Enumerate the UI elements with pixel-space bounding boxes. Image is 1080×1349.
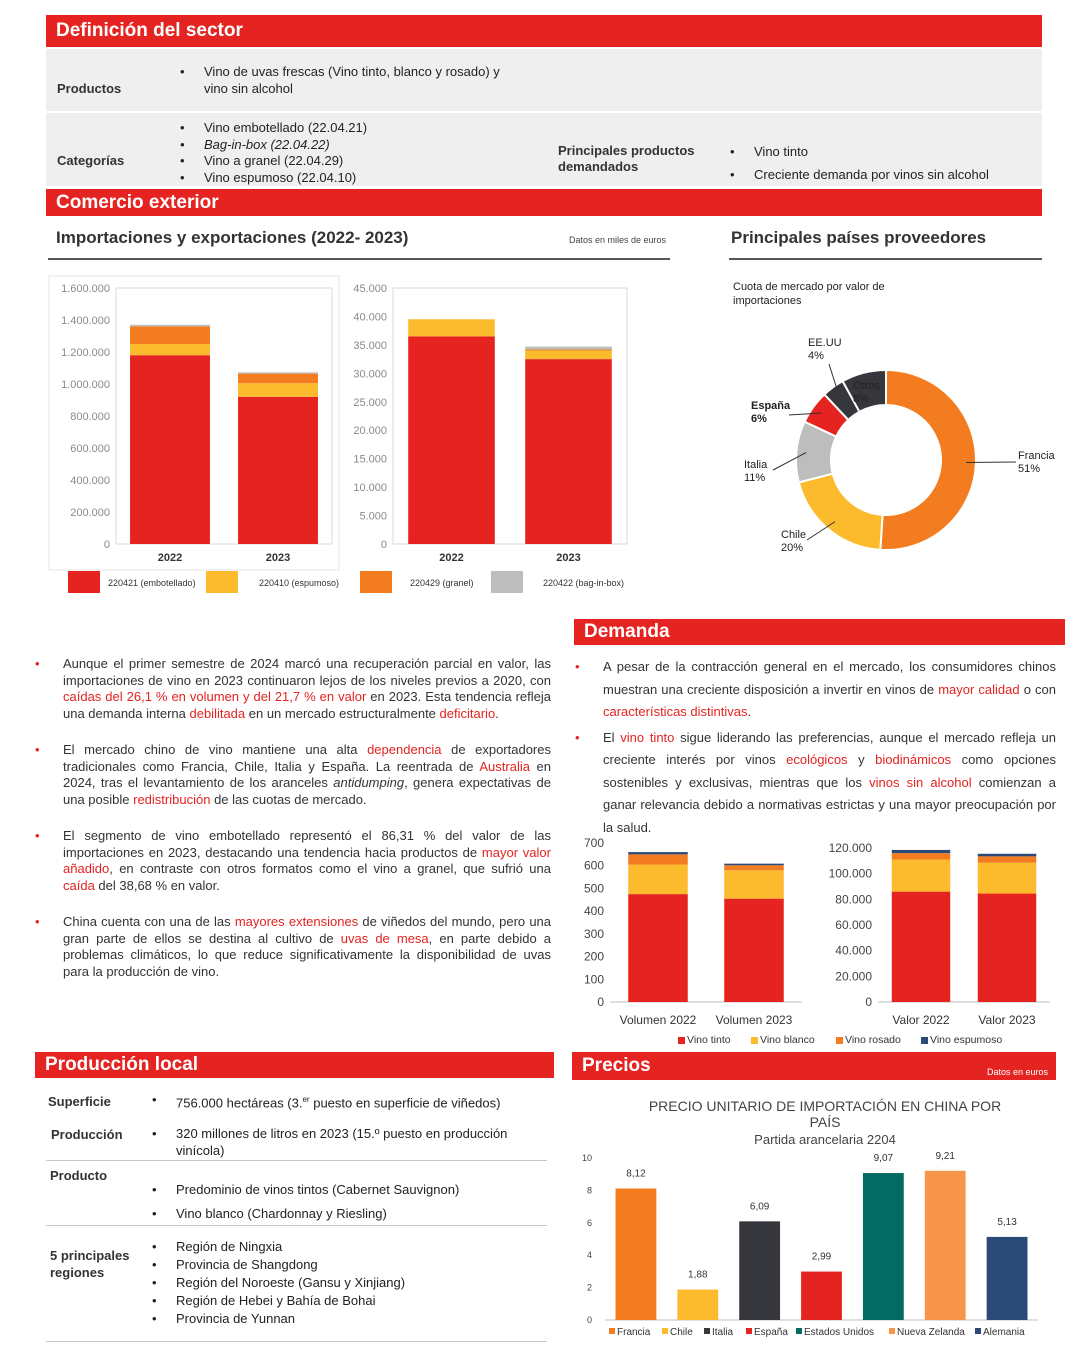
- paragraph: • Aunque el primer semestre de 2024 marcó una recuperación parcial en valor, las importaciones de vino en 2023 continuaron lejos de los niveles previos a 2020, con caídas del 26,1 % en volumen y del 21,7 % en valor en 2023. Esta tendencia refleja una demanda interna debilitada en un mercado estructuralmente deficitario.: [35, 656, 551, 722]
- y-tick-label: 100: [583, 972, 604, 987]
- bar-segment: [238, 397, 318, 544]
- slice-label: Italia: [744, 459, 768, 471]
- proveedores-title: Principales países proveedores: [731, 228, 987, 247]
- y-tick-label: 20.000: [835, 969, 872, 984]
- x-tick-label: 2022: [157, 552, 183, 564]
- y-tick-label: 200: [583, 949, 604, 964]
- y-tick-label: 1.000.000: [61, 379, 110, 391]
- categorias-list: [176, 120, 367, 186]
- produccion-value: • 320 millones de litros en 2023 (15.º puesto en producción vinícola): [148, 1126, 507, 1159]
- produccion-divider-1: [46, 1160, 547, 1161]
- data-label: 8,12: [626, 1168, 646, 1180]
- legend-label: 220422 (bag-in-box): [543, 578, 625, 588]
- bar-segment: [978, 894, 1036, 1002]
- chart-title-line2: PAÍS: [809, 1114, 841, 1130]
- bar-segment: [525, 347, 612, 350]
- producto-list: [148, 1178, 459, 1226]
- legend-label: Vino rosado: [845, 1034, 901, 1046]
- bar-segment: [892, 853, 950, 859]
- legend-label: 220410 (espumoso): [259, 578, 340, 588]
- producto-label: Producto: [50, 1168, 108, 1183]
- bar-segment: [724, 864, 784, 866]
- y-tick-label: 8: [586, 1185, 592, 1196]
- price-bar: [801, 1272, 842, 1320]
- bar-segment: [408, 319, 495, 336]
- x-tick-label: Valor 2023: [978, 1013, 1036, 1027]
- y-tick-label: 800.000: [70, 411, 110, 423]
- legend-swatch: [796, 1328, 802, 1334]
- y-tick-label: 35.000: [353, 339, 387, 352]
- y-tick-label: 40.000: [835, 943, 872, 958]
- legend-swatch: [746, 1328, 752, 1334]
- data-label: 6,09: [749, 1201, 770, 1213]
- bar-segment: [130, 326, 210, 344]
- bar-segment: [628, 854, 688, 864]
- list-item: • Región de Ningxia: [148, 1238, 405, 1256]
- legend-swatch: [360, 571, 392, 593]
- donut-slice: [880, 370, 976, 550]
- price-bar: [925, 1171, 966, 1320]
- list-item: • Región del Noroeste (Gansu y Xinjiang): [148, 1274, 405, 1292]
- chart-subtitle: Partida arancelaria 2204: [754, 1132, 896, 1147]
- price-bar: [739, 1221, 780, 1320]
- bar-segment: [892, 850, 950, 853]
- data-label: 5,13: [997, 1216, 1017, 1228]
- list-item: • Vino espumoso (22.04.10): [176, 170, 367, 187]
- sector-title: Definición del sector: [56, 20, 243, 41]
- bar-segment: [978, 856, 1036, 862]
- slice-value: 51%: [1018, 463, 1041, 475]
- slice-label: Francia: [1018, 450, 1055, 462]
- suppliers-donut-chart: [729, 320, 1080, 570]
- bar-segment: [525, 351, 612, 360]
- precios-note: Datos en euros: [986, 1067, 1048, 1077]
- x-tick-label: 2022: [439, 552, 464, 564]
- y-tick-label: 600.000: [70, 443, 110, 455]
- y-tick-label: 4: [586, 1250, 592, 1261]
- legend-swatch: [678, 1037, 685, 1044]
- y-tick-label: 300: [583, 926, 604, 941]
- bar-segment: [724, 865, 784, 870]
- y-tick-label: 600: [583, 858, 604, 873]
- data-label: 9,07: [873, 1153, 894, 1165]
- x-tick-label: Volumen 2022: [619, 1013, 697, 1027]
- produccion-divider-3: [46, 1341, 547, 1342]
- y-tick-label: 200.000: [70, 507, 110, 519]
- bar-segment: [130, 344, 210, 355]
- legend-swatch: [921, 1037, 928, 1044]
- bar-segment: [892, 892, 950, 1002]
- list-item: • Provincia de Yunnan: [148, 1310, 405, 1328]
- comercio-title-bar: [46, 189, 1042, 216]
- superficie-label: Superficie: [48, 1094, 111, 1109]
- paragraph: • El segmento de vino embotellado representó el 86,31 % del valor de las importaciones en 2023, destacando una tendencia hacia productos de mayor valor añadido, en contraste con otros formatos como el vino a granel, que sufrió una caída del 38,68 % en valor.: [35, 828, 551, 894]
- y-tick-label: 0: [865, 995, 872, 1009]
- y-tick-label: 25.000: [353, 396, 387, 409]
- legend-swatch: [836, 1037, 843, 1044]
- legend-swatch: [662, 1328, 668, 1334]
- demandados-list: [726, 140, 989, 186]
- list-item: • Predominio de vinos tintos (Cabernet Sauvignon): [148, 1178, 459, 1202]
- price-chart: [572, 1092, 1056, 1347]
- demandados-label: Principales productos demandados: [558, 143, 695, 174]
- precios-title-bar: [572, 1052, 1056, 1080]
- paragraph: • El vino tinto sigue liderando las preferencias, aunque el mercado refleja un creciente interés por vinos ecológicos y biodinámicos como opciones sostenibles y exclusivas, mientras que los vinos sin alcohol comienzan a ganar relevancia debido a normativas estrictas y una mayor preocupación por la salud.: [575, 727, 1056, 840]
- slice-label: EE.UU: [808, 337, 842, 349]
- bar-segment: [892, 860, 950, 892]
- proveedores-rule: [729, 258, 1042, 260]
- slice-value: 8%: [853, 393, 869, 405]
- price-bar: [987, 1237, 1028, 1320]
- y-tick-label: 2: [586, 1282, 592, 1293]
- y-tick-label: 0: [380, 539, 387, 551]
- x-tick-label: 2023: [265, 552, 291, 564]
- productos-label: Productos: [57, 81, 122, 96]
- y-tick-label: 1.200.000: [61, 347, 110, 359]
- bar-segment: [408, 336, 495, 544]
- y-tick-label: 120.000: [828, 841, 872, 855]
- legend-swatch: [609, 1328, 615, 1334]
- legend-label: Vino blanco: [760, 1034, 815, 1046]
- productos-list: [176, 64, 500, 97]
- data-label: 9,21: [935, 1150, 955, 1162]
- list-item: • Vino tinto: [726, 140, 989, 163]
- legend-label: Italia: [712, 1327, 734, 1338]
- demanda-title: Demanda: [584, 621, 670, 642]
- legend-label: Vino espumoso: [930, 1034, 1003, 1046]
- paragraph: • El mercado chino de vino mantiene una alta dependencia de exportadores tradicionales como Francia, Chile, Italia y España. La reentrada de Australia en 2024, tras el levantamiento de los aranceles antidumping, genera expectativas de una posible redistribución de las cuotas de mercado.: [35, 742, 551, 808]
- left-paragraphs: [35, 656, 551, 1000]
- legend-swatch: [975, 1328, 981, 1334]
- y-tick-label: 45.000: [353, 283, 387, 295]
- list-item: • Bag-in-box (22.04.22): [176, 137, 367, 154]
- data-label: 1,88: [688, 1269, 708, 1281]
- y-tick-label: 80.000: [835, 892, 872, 907]
- slice-value: 4%: [808, 350, 824, 362]
- y-tick-label: 6: [586, 1217, 592, 1228]
- bar-segment: [724, 899, 784, 1002]
- slice-value: 20%: [781, 542, 804, 554]
- bar-segment: [238, 383, 318, 397]
- legend-swatch: [889, 1328, 895, 1334]
- legend-label: Estados Unidos: [804, 1327, 875, 1338]
- bar-segment: [238, 374, 318, 384]
- slice-value: 11%: [744, 472, 766, 484]
- y-tick-label: 0: [597, 995, 604, 1009]
- legend-swatch: [704, 1328, 710, 1334]
- list-item: • Provincia de Shangdong: [148, 1256, 405, 1274]
- bar-segment: [130, 325, 210, 327]
- y-tick-label: 15.000: [353, 453, 387, 466]
- legend-label: 220421 (embotellado): [108, 578, 196, 588]
- list-item: • Vino blanco (Chardonnay y Riesling): [148, 1202, 459, 1226]
- legend-label: Francia: [617, 1327, 651, 1338]
- bar-segment: [130, 355, 210, 544]
- legend-label: Vino tinto: [687, 1034, 731, 1046]
- bar-segment: [628, 865, 688, 895]
- bar-segment: [628, 852, 688, 854]
- list-item: • Región de Hebei y Bahía de Bohai: [148, 1292, 405, 1310]
- y-tick-label: 20.000: [353, 425, 387, 438]
- list-item: • Creciente demanda por vinos sin alcohol: [726, 163, 989, 186]
- y-tick-label: 400.000: [70, 475, 110, 487]
- y-tick-label: 60.000: [835, 918, 872, 932]
- y-tick-label: 40.000: [353, 311, 387, 324]
- y-tick-label: 0: [103, 539, 110, 551]
- y-tick-label: 500: [583, 881, 604, 896]
- datos-note: Datos en miles de euros: [569, 235, 667, 245]
- legend-label: Chile: [670, 1327, 693, 1338]
- x-tick-label: Valor 2022: [892, 1013, 950, 1027]
- bar-segment: [238, 372, 318, 373]
- produccion-title: Producción local: [45, 1054, 199, 1075]
- paragraph: • China cuenta con una de las mayores extensiones de viñedos del mundo, pero una gran parte de ellos se destina al cultivo de uvas de mesa, en parte debido a problemas climáticos, lo que reduce significativamente la disponibilidad de uvas para la producción de vino.: [35, 914, 551, 980]
- donut-slice: [799, 474, 883, 550]
- legend-swatch: [206, 571, 238, 593]
- slice-value: 6%: [751, 413, 767, 425]
- legend-swatch: [491, 571, 523, 593]
- legend-label: Alemania: [983, 1327, 1025, 1338]
- y-tick-label: 30.000: [353, 368, 387, 381]
- price-bar: [863, 1173, 904, 1320]
- leader-line: [966, 462, 1016, 463]
- list-item: • Vino embotellado (22.04.21): [176, 120, 367, 137]
- paragraph: • A pesar de la contracción general en el mercado, los consumidores chinos muestran una creciente disposición a invertir en vinos de mayor calidad o con características distintivas.: [575, 656, 1056, 724]
- right-paragraphs: [575, 656, 1056, 842]
- price-bar: [677, 1290, 718, 1320]
- bar-segment: [724, 870, 784, 898]
- precios-title: Precios: [582, 1055, 651, 1076]
- comercio-title: Comercio exterior: [56, 191, 219, 213]
- bar-segment: [978, 854, 1036, 857]
- productos-item: • Vino de uvas frescas (Vino tinto, blanco y rosado) y vino sin alcohol: [176, 64, 500, 97]
- slice-label: España: [751, 400, 791, 412]
- superficie-value: • 756.000 hectáreas (3.$^{er}$ puesto en superficie de viñedos): [148, 1092, 500, 1112]
- sector-title-bar: [46, 15, 1042, 47]
- y-tick-label: 1.400.000: [61, 315, 110, 327]
- y-tick-label: 100.000: [828, 866, 872, 881]
- produccion-title-bar: [35, 1052, 554, 1078]
- categorias-label: Categorías: [57, 153, 125, 168]
- y-tick-label: 700: [583, 836, 604, 850]
- y-tick-label: 5.000: [359, 510, 387, 523]
- imports-chart-second: [335, 275, 635, 575]
- imports-chart-euros: [40, 275, 340, 575]
- bar-segment: [525, 349, 612, 350]
- y-tick-label: 0: [586, 1315, 592, 1325]
- legend-swatch: [751, 1037, 758, 1044]
- chart-title: PRECIO UNITARIO DE IMPORTACIÓN EN CHINA POR: [648, 1098, 1002, 1114]
- bar-segment: [628, 894, 688, 1002]
- price-bar: [616, 1188, 657, 1320]
- regiones-label: 5 principales regiones: [50, 1248, 130, 1280]
- produccion-divider-2: [46, 1225, 547, 1226]
- list-item: • Vino a granel (22.04.29): [176, 153, 367, 170]
- volume-chart: [570, 835, 810, 1035]
- x-tick-label: 2023: [556, 552, 581, 564]
- value-chart: [810, 835, 1055, 1035]
- legend-label: Nueva Zelanda: [897, 1327, 965, 1338]
- regiones-list: [148, 1238, 405, 1328]
- bar-segment: [525, 359, 612, 544]
- legend-swatch: [68, 571, 100, 593]
- bar-segment: [978, 863, 1036, 894]
- y-tick-label: 400: [583, 904, 604, 919]
- produccion-label: Producción: [51, 1127, 123, 1142]
- importaciones-title: Importaciones y exportaciones (2022- 2023): [56, 228, 409, 247]
- x-tick-label: Volumen 2023: [715, 1013, 793, 1027]
- y-tick-label: 1.600.000: [61, 283, 110, 295]
- legend-label: España: [754, 1327, 788, 1338]
- demanda-title-bar: [574, 619, 1065, 645]
- y-tick-label: 10.000: [353, 482, 387, 495]
- slice-label: Chile: [781, 529, 807, 541]
- slice-label: Otros: [853, 380, 880, 392]
- legend-label: 220429 (granel): [410, 578, 474, 588]
- data-label: 2,99: [811, 1251, 832, 1263]
- importaciones-rule: [48, 258, 670, 260]
- cuota-caption: Cuota de mercado por valor de importaciones: [733, 281, 885, 307]
- y-tick-label: 10: [581, 1153, 592, 1163]
